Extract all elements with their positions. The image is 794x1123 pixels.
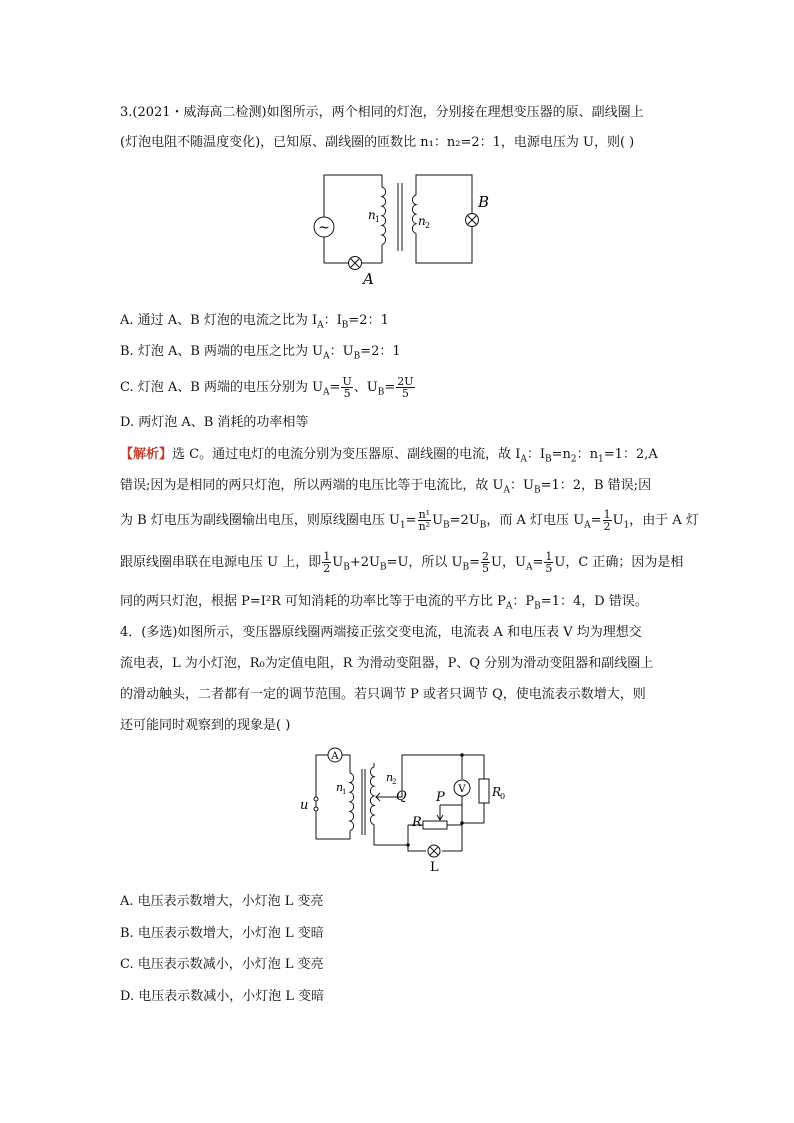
resistor-r0-icon (479, 779, 489, 803)
q4-primary-coil (350, 773, 354, 831)
r0-label: R (492, 785, 502, 799)
q4-primary-wire (316, 755, 350, 839)
lamp-l-label: L (430, 860, 439, 875)
terminal-top-icon (314, 797, 318, 801)
q4-n2-label: n (386, 771, 394, 784)
rheostat-r-icon (423, 821, 447, 829)
q4-option-c: C. 电压表示数减小，小灯泡 L 变亮 (120, 957, 324, 972)
p-label: P (436, 790, 445, 805)
q3-option-a: A. 通过 A、B 灯泡的电流之比为 $I_A$：$I_B=2$：1 (120, 313, 389, 331)
q3-option-d: D. 两灯泡 A、B 消耗的功率相等 (120, 415, 309, 430)
q3-stem-line2: (灯泡电阻不随温度变化)，已知原、副线圈的匝数比 n₁：n₂=2：1，电源电压为 U，则( ) (120, 135, 635, 150)
analysis-line5: 同的两只灯泡，根据 P=I²R 可知消耗的功率比等于电流的平方比 $P_A$：$P_B=1$：4，D 错误。 (120, 594, 648, 612)
q4-n1-label: n (336, 781, 344, 794)
analysis-line2: 错误;因为是相同的两只灯泡，所以两端的电压比等于电流比，故 $U_A$：$U_B=1$：2，B 错误;因 (120, 478, 652, 496)
q3-option-c: C. 灯泡 A、B 两端的电压分别为 $U_A=$ $\frac{U}{5}$ 、$U_B=$ $\frac{2U}{5}$ (120, 375, 414, 400)
q3-option-b: B. 灯泡 A、B 两端的电压之比为 $U_A$：$U_B=2$：1 (120, 344, 401, 362)
n2-sub: 2 (425, 221, 431, 230)
u-label: u (300, 798, 309, 813)
secondary-coil (412, 195, 416, 233)
q4-n1-sub: 1 (342, 788, 347, 796)
secondary-top-wire (402, 755, 484, 779)
analysis-line3: 为 B 灯电压为副线圈输出电压，则原线圈电压 $U_1=$ $\frac{\text{n¹}}{\text{n²}}$ $U_B=2U_B$，而 A 灯电压 $U_A=$ $\frac{1}{2}$ $U_1$，由于 A 灯 (120, 508, 699, 533)
q4-stem-line2: 流电表，L 为小灯泡，R₀为定值电阻，R 为滑动变阻器，P、Q 分别为滑动变阻器和副线圈上 (120, 656, 654, 671)
lamp-b-label: B (478, 193, 490, 211)
primary-coil (382, 187, 386, 245)
terminal-bottom-icon (314, 807, 318, 811)
r0-sub: 0 (500, 792, 506, 801)
n1-label: n (368, 208, 376, 222)
n1-sub: 1 (375, 215, 381, 224)
q4-stem-line3: 的滑动触头，二者都有一定的调节范围。若只调节 P 或者只调节 Q，使电流表示数增大，则 (120, 687, 646, 702)
n2-label: n (418, 214, 426, 228)
q4-option-a: A. 电压表示数增大，小灯泡 L 变亮 (120, 894, 324, 909)
r-label: R (412, 815, 422, 830)
q4-circuit-diagram (298, 743, 508, 875)
q3-transformer-diagram (300, 165, 500, 290)
q4-option-b: B. 电压表示数增大，小灯泡 L 变暗 (120, 926, 324, 941)
analysis-tag: 【解析】 (120, 447, 173, 462)
junction-dot-icon (406, 843, 410, 847)
q4-n2-sub: 2 (392, 778, 397, 786)
analysis-line1: 【解析】选 C。通过电灯的电流分别为变压器原、副线圈的电流，故 $I_A$：$I_B=n_2$：$n_1=1$：2,A (120, 447, 658, 465)
q4-option-d: D. 电压表示数减小，小灯泡 L 变暗 (120, 989, 325, 1004)
junction-dot-2-icon (460, 821, 464, 825)
source-symbol: ~ (318, 220, 330, 236)
q-label: Q (396, 789, 407, 804)
junction-dot-3-icon (460, 753, 464, 757)
q3-stem-line1: 3.(2021・威海高二检测)如图所示，两个相同的灯泡，分别接在理想变压器的原、副线圈上 (120, 105, 644, 120)
voltmeter-label: V (458, 784, 466, 795)
q4-stem-line4: 还可能同时观察到的现象是( ) (120, 718, 291, 733)
q4-stem-line1: 4．(多选)如图所示，变压器原线圈两端接正弦交变电流，电流表 A 和电压表 V 均为理想交 (120, 625, 642, 640)
analysis-line4: 跟原线圈串联在电源电压 U 上，即 $\frac{1}{2}$ $U_B+2U_B=U$，所以 $U_B=$ $\frac{2}{5}$ U，$U_A=$ $\frac{1}{5}$ U，C 正确；因为是相 (120, 550, 684, 575)
ammeter-label: A (331, 751, 339, 762)
q4-secondary-coil (370, 767, 374, 825)
lamp-a-label: A (363, 270, 374, 288)
